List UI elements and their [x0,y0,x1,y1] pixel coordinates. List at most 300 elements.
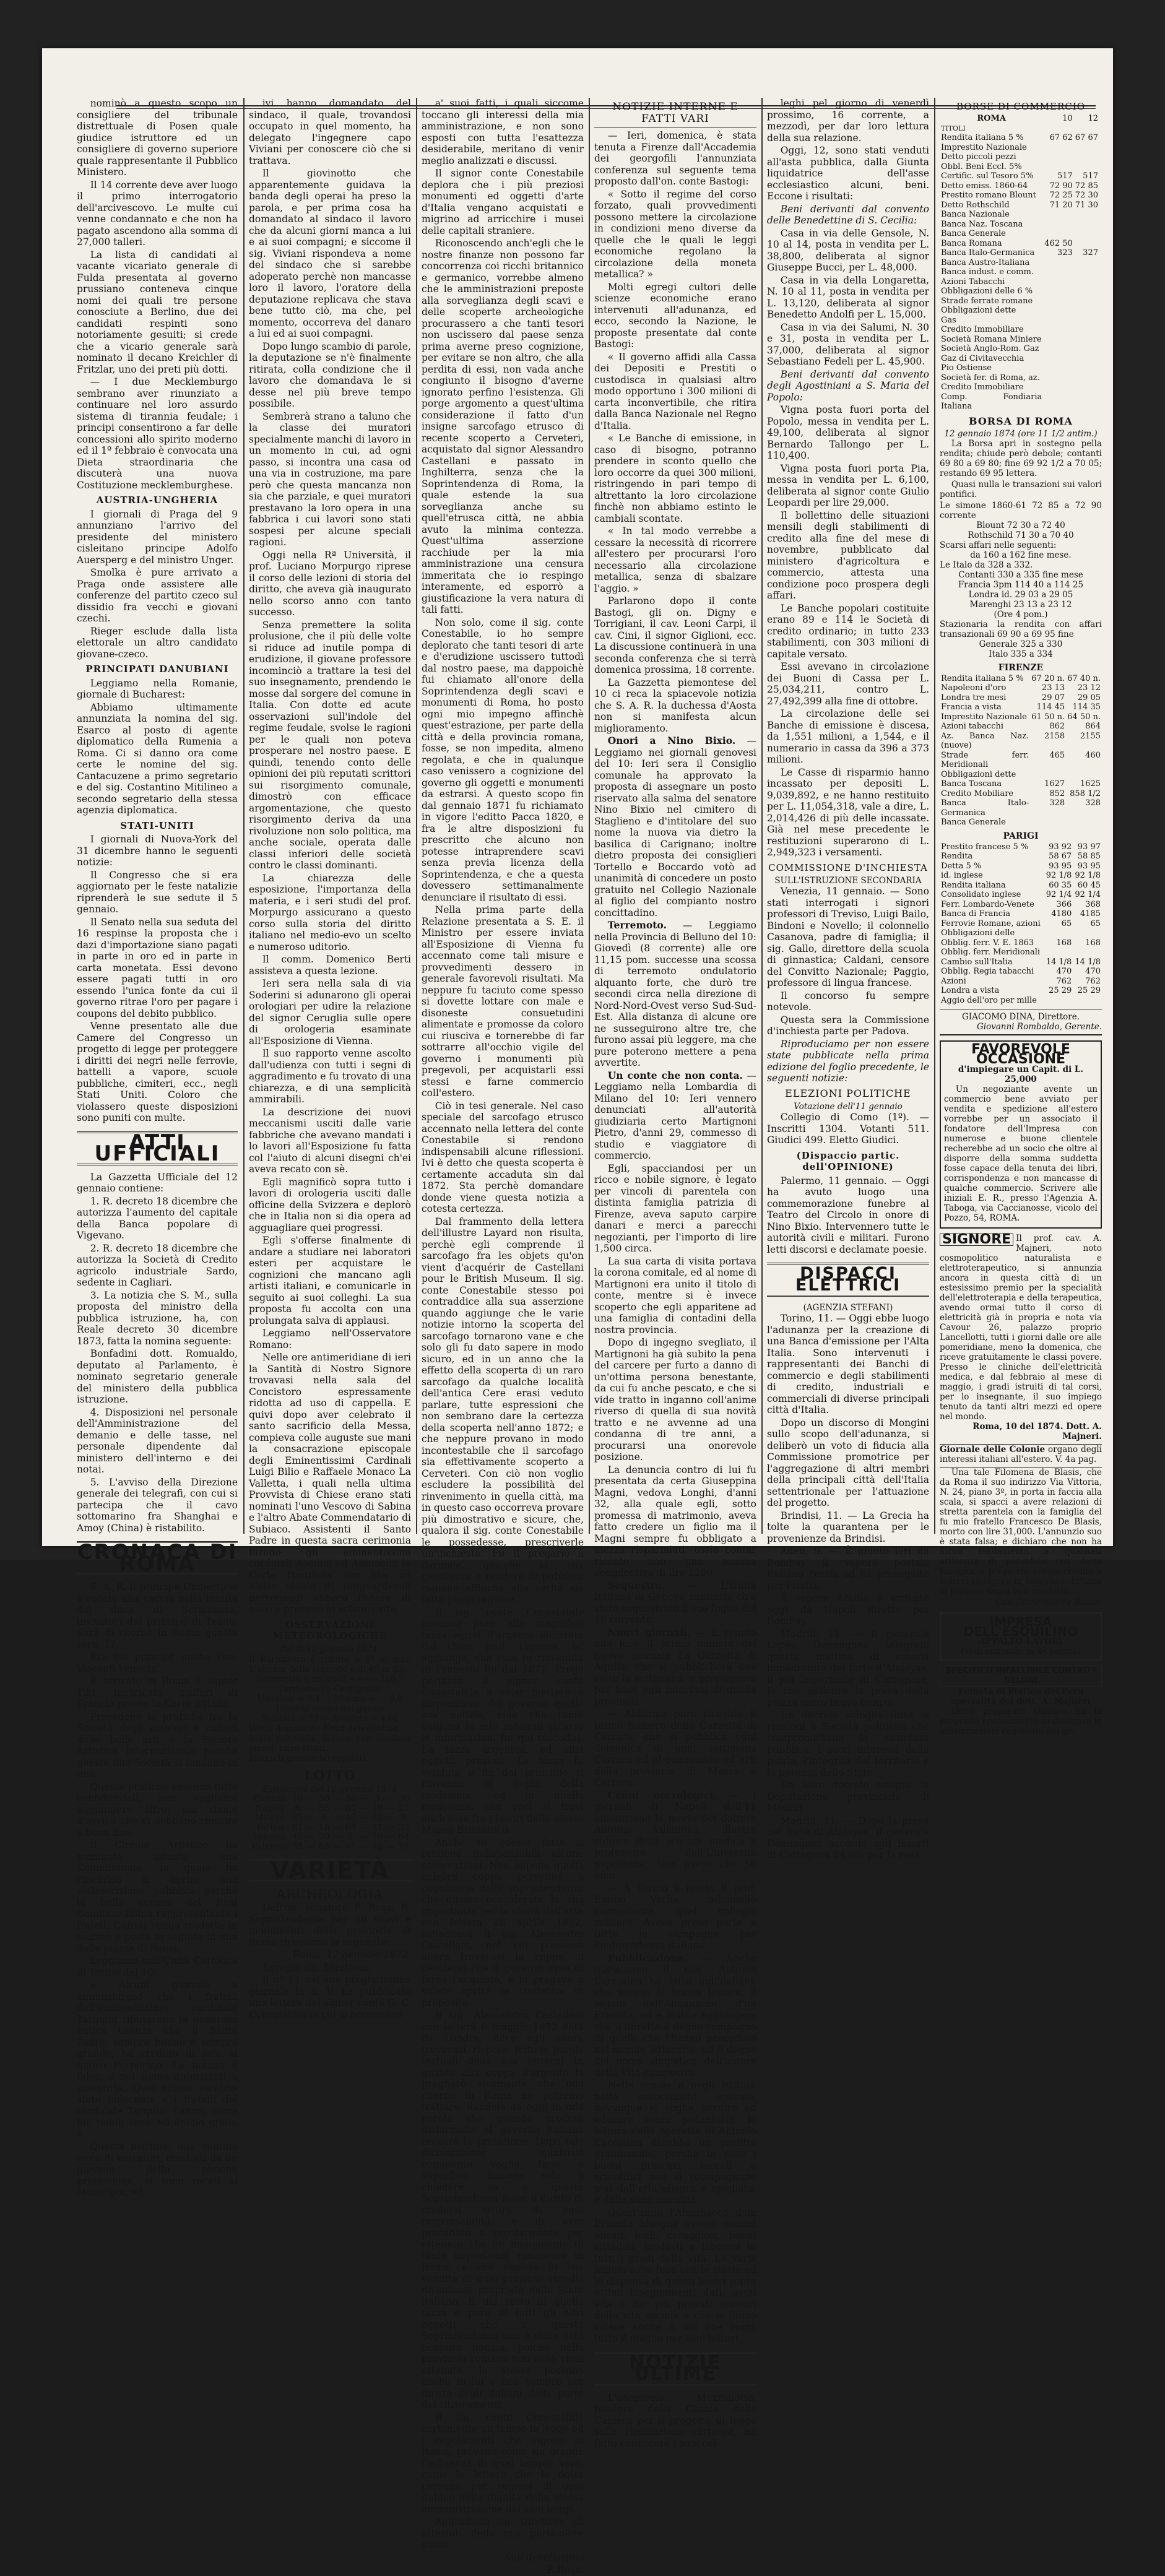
table-cell-value: — [333,1794,342,1804]
table-cell-value: 92 1/4 [1075,890,1101,899]
table-cell-label: Banca Generale [941,818,1006,827]
table-cell-value: — [386,1794,395,1804]
run-in-heading: Nuovi giornali. [607,1626,691,1638]
weather-line: Massimo = 9,4 — Minimo = — 0,0 [257,1693,403,1704]
table-row [940,900,1102,910]
table-cell-value [1044,996,1073,1006]
table-cell-label: Aggio dell'oro per mille [941,995,1037,1005]
table-row [940,191,1102,201]
table-cell-label: Londra tre mesi [941,693,1007,702]
table-cell-value: 67 67 [1075,133,1098,142]
table-cell-label: Banca Generale [941,229,1006,238]
masthead-director: GIACOMO DINA, Direttore. [940,1009,1102,1022]
ad-text: Il prof. cav. A. Majneri, noto cosmopolitico naturalista e elettroterapeutico, si annunzia ancora in questa città di un estesissimo premio per la specialità dell'elettroterapia e della terapeutica, avendo ormai tutto il corso di elettricità già in propria e nota via Cavour 26, palazzo proprio Lancellotti, tutti i giorni dalle ore alle pomeridiane, meno la domenica, che riceve gratuitamente le classi povere. Presso le cliniche dell'elettricità medica, e dal febbraio al mese di maggio, i gradi istruiti di tal corsi, per lo insegnante, il suo impiego tenuto da tanti altri mezzi ed opere nel mondo. [940,1234,1102,1422]
table-cell-value: — [386,1822,395,1833]
table-cell-value: 858 1/2 [1070,789,1101,798]
paragraph: — È venuto alla luce il primo numero del nuovo giornale La Gazzetta di Aquila, che si pubblicherà due volte la settimana, e propugnerà per base egli interessi di quella provincia. [594,1627,756,1707]
table-cell-label: Azioni Tabacchi [941,277,1005,287]
table-row [940,316,1102,326]
table-cell-label: Obblig. Regia tabacchi [941,967,1034,976]
paragraph: Il vapore Arabia è arrivato oggi da Napoli diretto per Bombay. [767,1593,929,1627]
table-cell-value: 65 [1061,918,1072,928]
table-cell-value: 29 07 [1041,693,1065,702]
table-header: ROMA [977,114,1006,123]
table-cell-label: Obblig. ferr. Meridionali [941,948,1041,957]
table-cell-label: Ferr. Lombardo-Venete [941,899,1034,909]
table-cell-value: 55 [318,1803,330,1813]
table-cell-value: 10 [292,1794,303,1804]
paragraph: Queste pratiche essendo tutte confidenziali, non vogliamo aggiungere altro; ma siamo d'avviso che vi debbano riuscire a buon fine. [77,1781,238,1838]
paragraph: Madrid, 11. — Il generale Lopez Dominguez telegrafò questa mattina di essersi impadronito del forte d'Atalayas, il più importante di Cartagena, lo che assicura la presa della piazza entro breve tempo. [767,1628,929,1708]
table-cell-value [1074,392,1099,412]
table-cell-label: Società fer. di Roma, az. [941,373,1040,383]
paragraph: Egregio sig. Direttore, [262,1961,372,1973]
table-row [940,683,1102,693]
paragraph: Nelle ore antimeridiane di ieri la Santità di Nostro Signore trovavasi nella sala del Concistoro espressamente ridotta ad uso di cappella. E quivi dopo aver celebrato il santo sacrificio della Messa, compieva colle auguste sue mani la consacrazione episcopale degli Eminentissimi Cardinali Luigi Bilio e Raffaele Monaco La Valletta, i quali nella ultima Provvista di Chiese erano stati nominati l'uno Vescovo di Sabina e l'altro Abate Commendatario di Subiaco. Assistenti il Santo Padre in questa sacra cerimonia furono gli eminentissimi cardinali Asquini ed Antonelli; la Corte Pontificia non che un eletto stuolo di ragguardevoli personaggi ebbero l'onore di essere presenti al solenne rito. [249,1352,411,1615]
table-cell-value: — [359,1813,368,1823]
table-cell-value [1044,948,1073,957]
table-row [940,363,1102,373]
table-cell-value: — [386,1813,395,1823]
table-cell-value: — [333,1822,342,1833]
table-cell-label: Francia a vista [941,702,1002,712]
run-in-heading: Onori a Nino Bixio. [607,735,736,746]
paragraph: Leggiamo nell'Osservatore Romano: [249,1328,411,1351]
market-line: Le Italo da 328 a 332. [940,560,1033,570]
table-cell-value [1074,277,1099,287]
table-cell-label: Consolidato inglese [941,890,1021,899]
table-cell-value: 38 [292,1841,303,1852]
paragraph: Il giovinotto che apparentemente guidava la banda degli operai ha preso la parola, e per prima cosa ha domandato al sindaco il lavoro che da alcuni giorni manca a lui e ai suoi compagni; e siccome il sig. Viviani rispondeva a nome del sindaco che si sarebbe adoperato perchè non mancasse loro il lavoro, l'oratore della deputazione replicava che stava bene tutto ciò, ma che, pel momento, occorreva del danaro a lui ed ai suoi compagni. [249,168,411,339]
lotto-title: LOTTO [304,1767,356,1783]
table-cell-value [1043,373,1074,383]
table-cell-label: Londra a vista [941,986,1000,995]
paragraph: Vigna posta fuori porta del Popolo, messa in vendita per L. 49,100, deliberata al signor Bernardo Tallongo per L. 110,400. [767,404,929,461]
paragraph: Questa sera la Commissione d'inchiesta parte per Padova. [767,1014,929,1037]
paragraph: — A Torino è morto il prof. Emilio Vacha, colonnello comandante quel collegio militare. Aveva preso parte a tutte le campagne per l'indipendenza italiana. [594,1882,756,1951]
table-cell-value [1043,287,1074,296]
table-cell-label: Prestito francese 5 % [941,842,1029,852]
table-cell-value: 19 [371,1803,383,1813]
ad-text: (Vedi annunzio in 4ª pagina) [961,1646,1081,1656]
paragraph: La sua carta di visita portava la corona comitale, ed al nome di Martignoni era unito il titolo di conte, mentre si è invece scoperto che egli apparitene ad una famiglia di contadini della nostra provincia. [594,1255,756,1336]
table-cell-label: Rendita italiana [941,880,1006,890]
table-row [940,181,1102,191]
table-cell-label: Banca Italo-Germanica [941,248,1035,257]
table-cell-value [1043,344,1074,354]
table-row [940,770,1102,780]
table-row [249,1813,411,1823]
paragraph: 3. La notizia che S. M., sulla proposta del ministro della pubblica istruzione, ha, con Reale decreto 30 dicembre 1873, fatta la nomina seguente: [77,1289,238,1347]
paragraph: Casa in via delle Gensole, N. 10 al 14, posta in vendita per L. 38,800, deliberata al signor Giuseppe Bucci, per L. 48,000. [767,227,929,273]
section-title-notizie-ultime: NOTIZIE ULTIME [594,2352,756,2386]
market-line: Marenghi 23 13 a 23 12 [969,599,1072,610]
table-cell-label: Società Romana Miniere [941,334,1042,344]
paragraph: Dall'on. senatore F. Rosa, R. Soprintendente per gli scavi e monumenti della provincia di Roma riceviamo la seguente: [249,1902,411,1948]
table-cell-value: 465 [1049,750,1065,760]
table-row [940,909,1102,919]
market-line: Generale 325 a 330 [979,639,1063,649]
section-title-atti-ufficiali: ATTI UFFICIALI [77,1131,238,1165]
column-2 [249,98,411,2020]
table-cell-value: — [306,1832,316,1842]
table-cell-label: Banca Romana [941,238,1002,248]
table-cell-value: — [306,1822,316,1833]
column-rule [934,98,935,1534]
paragraph: Il Circolo Artistico ha nominato intanto una Commissione, la quale ha l'incarico di aprire una sottoscrizione pubblica perchè la bella corona del Real Comitato Roma rappresentante i fratelli Cairoli venga tradotta in marmo e posta in seguito in una delle piazze di Roma. [77,1839,238,1954]
table-cell-label: Detta 5 % [941,861,982,871]
table-cell-value: 64 50 n. [1067,712,1101,722]
paragraph: Non solo, come il sig. conte Conestabile, io ho sempre deplorato che tanti tesori di arte e d'erudizione uscissero tuttodì dal nostro paese, ma dappoichè fui chiamato all'onore della Soprintendenza degli scavi e monumenti di Roma, ho posto ogni mio impegno affinchè quest'estrazione, per parte della città e della provincia romana, fosse, se non impedita, almeno regolata, e che in qualunque caso venissero a cognizione del governo gli oggetti e monumenti da estrarsi. A questo scopo fin dal gennaio 1871 fu richiamato in vigore l'editto Pacca 1820, e fra le altre disposizioni fu prescritto che alcuno non potesse intraprendere scavi senza previa licenza della Soprintendenza, e che a questa dovessero settimanalmente denunciare il risultato di essi. [422,616,584,903]
market-line: Rothschild 71 30 a 70 40 [968,530,1074,540]
paragraph: L'onorevole Mezzanotte, relatore della Giunta della Camera per il progetto di legge sulla circolazione cartacea, ha fatto convocare i suoi col- [594,2392,756,2449]
table-cell-value: 58 67 [1049,852,1072,861]
table-cell-value [1044,928,1073,938]
column-rule [761,98,763,1534]
ad-text: Detto preparato chimico ha la proprietà specialmente di dissipare le infiammazioni cagionate dai ge- [940,1706,1102,1736]
paragraph: Venne presentato alle due Camere del Congresso un progetto di legge per proteggere i diritti dei negri nelle ferrovie, battelli a vapore, scuole pubbliche, cimiteri, ecc., negli Stati Uniti. Coloro che violassero queste disposizioni sono puniti con multe. [77,1021,238,1123]
table-cell-value: 85 [292,1813,303,1823]
section-heading: BORSA DI ROMA [969,415,1073,427]
table-row [249,1794,411,1804]
ad-title: IMPRESA DELL'ESQUILINO [963,1614,1078,1639]
table-row [940,335,1102,345]
table-cell-value [1066,770,1102,780]
table-cell-value: 470 [1085,967,1101,976]
paragraph: — L'Unità Italiana di Genova annunzia ch'è stato sequestrato il suo foglio del 10 corrente. [594,1580,756,1625]
paragraph: S. A. R. il principe Umberto si è recato alla caccia nella tenuta del duca di Sermoneta, invitatovi dal principe di Teano. Sarà di ritorno in Roma questa sera, 12. [77,1581,238,1650]
section-heading: ELEZIONI POLITICHE [785,1087,911,1099]
table-cell-label: Venezia [253,1832,287,1842]
table-cell-value: 61 50 n. [1031,712,1065,722]
table-cell-label: Banca Italo-Germanica [941,798,1029,818]
ad-subtitle: APPALTO-LAVORI [979,1636,1063,1646]
paragraph: Oggi, 12, sono stati venduti all'asta pubblica, dalla Giunta liquidatrice dell'asse ecclesiastico alcuni, beni. Eccone i risultati: [767,145,929,202]
table-cell-value [1073,996,1102,1006]
paragraph: Abbiamo ultimamente annunziata la nomina del sig. Esarco al posto di agente diplomatico della Rumenia a Roma. Ci si danno ora come certe le nomine del sig. Cantacuzene a primo segretario e del sig. Costantino Mitilineo a secondo segretario della stessa agenzia diplomatica. [77,701,238,816]
section-subheading: SULL'ISTRUZIONE SECONDARIA [774,876,922,886]
table-cell-value [1066,818,1102,828]
table-cell-value: 23 13 [1041,683,1065,693]
table-cell-label: Banca Nazionale [941,210,1010,219]
table-cell-value: 3 [374,1794,380,1804]
table-row [940,948,1102,957]
paragraph: Aggradisca sig. Direttore gli attestati della mia particolare stima [422,2516,584,2550]
table-cell-label: Gaz di Civitavecchia [941,353,1024,363]
table-cell-label: Azioni tabacchi [941,722,1004,731]
section-heading: OSSERVAZIONI METEOROLOGICHE [272,1619,388,1641]
table-cell-label: Certific. sul Tesoro 5% [941,171,1034,181]
table-cell-value [1074,306,1099,316]
table-cell-value [1074,344,1099,354]
market-line: Stazionaria la rendita con affari transazionali 69 90 a 69 95 fine [940,619,1102,639]
paragraph: ivi hanno domandato del sindaco, il quale, trovandosi occupato in quel momento, ha delegato l'ingegnere capo Viviani per conoscere ciò che si trattava. [249,98,411,166]
table-row [940,938,1102,948]
table-row [249,1843,411,1852]
table-cell-value [1074,143,1099,153]
paragraph: Egli magnificò sopra tutto i lavori di orologeria usciti dalle officine della Svizzera e deplorò che in Italia non si dia opera ad agguagliare quei progressi. [249,1176,411,1234]
table-cell-value: 5 [348,1832,353,1842]
advertisement [940,1040,1102,1229]
table-cell-label: Banca Toscana [941,779,1002,789]
paragraph: Il Senato nella sua seduta del 16 respinse la proposta che i dazi d'importazione siano pagati in parte in oro ed in parte in carta monetata. Essi devono essere pagati tutti in oro essendo l'unica fonte da cui il governo ritrae l'oro per pagare i coupons del debito pubblico. [77,916,238,1019]
column-rule [416,98,417,1534]
table-cell-value: 168 [1085,938,1101,948]
paragraph: Un altro decreto scioglie la Deputazione provinciale di Madrid. [767,1779,929,1813]
table-row [940,229,1102,239]
column-1 [77,98,238,2198]
table-cell-value: 327 [1083,248,1098,257]
paragraph: La Borsa apri in sostegno pella rendita; chiude però debole; contanti 69 80 a 69 80; fine 69 92 1/2 a 70 05; restando 69 95 lettera. [940,438,1102,478]
lotto-table [249,1794,411,1852]
table-cell-value: 168 [1056,938,1072,948]
table-cell-value: 72 30 [1075,191,1098,200]
table-cell-value: 14 1/8 [1046,957,1072,967]
table-cell-label: Rendita italiana 5 % [941,673,1024,683]
weather-line: Magneti pressochè regolari. [249,1753,369,1763]
section-heading: PRINCIPATI DANUBIANI [85,663,229,675]
table-cell-value [1073,948,1102,957]
table-row [940,325,1102,335]
run-in-heading: Pubblicazione. [607,1951,687,1964]
market-line: Le simone 1860-61 72 85 a 72 90 corrente [940,500,1102,521]
table-cell-value [1043,220,1074,230]
paragraph: La lista di candidati al vacante vicariato generale di Fulda presentata al governo prussiano conteneva cinque nomi dei quali tre persone conosciute a Berlino, due dei candidati respinti sono notoriamente gesuiti; si crede che a vicario generale sarà nominato il decano Kreichler di Fritzlar, uno dei preti più dotti. [77,249,238,375]
paragraph: Collegio di Como (1º). — Inscritti 1304. Votanti 511. Giudici 499. Eletto Giudici. [767,1112,929,1146]
table-cell-value: 76 [371,1832,383,1842]
weather-line: Il Barometro è ridotto a 0º al mar. L'altezza della stazione è di 49,m 65: [249,1654,411,1674]
table-cell-label: Banca Naz. Toscana [941,219,1023,229]
table-header: TITOLI [941,124,966,132]
table-cell-value [1043,152,1074,162]
signature: Suo devotissimo [504,2551,584,2563]
paragraph: — I giornali di Napoli dell'11 annunziano la morte del dottore Antonio Villanova, illustre cultore della scienza medica e professore dell'Università napolitana. Non aveva che 56 anni. [594,1789,756,1881]
table-cell-value: — [359,1841,368,1852]
table-row [940,818,1102,828]
section-heading: FIRENZE [998,662,1044,673]
table-cell-value: 31 [371,1822,383,1833]
table-cell-value: 93 95 [1049,861,1072,871]
table-cell-value [1074,220,1099,230]
paragraph: « Sotto il regime del corso forzato, quali provvedimenti possono mettere la circolazione in condizioni meno diverse da quelle che le quali le leggi economiche regolano la circolazione della moneta metallica? » [594,188,756,280]
table-cell-value: 2155 [1080,731,1101,741]
paragraph: — I due Mecklemburgo sembrano aver rinunziato a continuare nel loro assurdo sistema di tirannia feudale; i principi consentirono a far delle concessioni allo spirito moderno ed il 1º febbraio è convocata una Dieta straordinaria che discuterà una nuova Costituzione mecklemburghese. [77,376,238,491]
table-cell-value: — [333,1841,342,1852]
paragraph: Nella prima parte della Relazione presentata a S. E. il Ministro per essere inviata all'Esposizione di Vienna fu accennato come tali misure e provvedimenti dessero in generale favorevoli risultati. Ma neppure fu taciuto come spesso si dovette lottare con male e disoneste consuetudini alimentate e promosse da coloro cui riusciva e tornerebbe di far sottrarre all'occhio vigile del governo i monumenti più pregevoli, per acquistarli essi stessi e farne commercio coll'estero. [422,904,584,1099]
table-cell-value: 460 [1085,750,1101,760]
table-cell-value: 114 35 [1072,702,1101,712]
table-header: 12 [1088,114,1098,123]
table-row [940,220,1102,230]
paragraph: Senza premettere la solita prolusione, che il più delle volte si riduce ad inutile pompa di erudizione, il giovane professore incominciò a trattare la tesi del suo insegnamento, prendendo le mosse dal sorgere del comune in Italia. Con dotte ed acute osservazioni sull'indole del regime feudale, svolse le ragioni per le quali non poteva prosperare nel nostro paese. E quindi, tenendo conto delle opinioni dei più reputati scrittori sui risorgimento comunale, dimostrò con efficace argomentazione, che questo risorgimento deriva da una rivoluzione non solo politica, ma anche sociale, operata dalle classi inferiori delle società contro le classi dominanti. [249,619,411,871]
table-cell-value [1074,316,1099,326]
table-cell-label: Azioni [941,976,966,986]
table-cell-value: 1625 [1080,779,1101,789]
table-cell-value: 92 1/8 [1075,871,1101,880]
ad-title: Giornale delle Colonie [940,1445,1046,1454]
table-cell-value: 67 40 n. [1067,673,1101,683]
table-cell-value: 93 92 [1049,842,1072,852]
table-cell-value: 58 85 [1077,852,1101,861]
table-row [940,693,1102,703]
table-cell-value: 8 [401,1813,407,1823]
table-row [940,210,1102,220]
table-cell-value: 40 [345,1813,357,1823]
section-heading: AUSTRIA-UNGHERIA [96,495,219,506]
paragraph: Il comm. Domenico Berti assisteva a questa lezione. [249,954,411,977]
paragraph: Egli, spacciandosi per un ricco e nobile signore, è legato per vincoli di parentela con distinta famiglia patrizia di Firenze, aveva saputo carpire danari e merci a parecchi negozianti, per l'importo di lire 1,500 circa. [594,1162,756,1254]
table-cell-value: 22 [371,1813,383,1823]
table-cell-label: id. inglese [941,871,983,880]
table-cell-value: — [333,1813,342,1823]
weather-line: Termometro Centigrado [279,1683,381,1694]
newspaper-page [42,48,1113,2575]
table-cell-value: 25 29 [1077,986,1101,995]
table-row [940,171,1102,181]
table-cell-value: 23 [398,1822,410,1833]
table-cell-value: — [359,1794,368,1804]
table-cell-value: 762 [1085,976,1101,986]
table-cell-label: Credito Immobiliare [941,383,1024,392]
table-cell-value: 42 [371,1841,383,1852]
run-in-heading: Cenni necrologici. [607,1789,717,1801]
section-heading: (Dispaccio partic. dell'OPINIONE) [796,1149,900,1172]
ad-text: Una tale Filomena de Blasis, che da Roma il suo indirizzo Via Vittoria, N. 24, piano 3º, in porta in faccia alla scala, si spacci a avere relazioni di stretta parentela con la famiglia del fu mio fratello Francesco De Blasis, morto con lire 31,000. L'annunzio suo è stata falsa; e dichiaro che non ha alcun fondamento a qualsiasi attinenza di parentela con detta famiglia, e prego chi avesse credito a volersi rivolgere in tale caso. Intanto la persona sapra ben condotta. [940,1467,1102,1596]
table-cell-value: — [386,1832,395,1842]
table-cell-value: — [359,1832,368,1842]
table-cell-value: 864 [1085,722,1101,731]
table-cell-value [1043,316,1074,326]
table-cell-value [1043,277,1074,287]
paragraph: « Alcuni giornali a annunziarono che i fratelli dell'eminentissimo cardinale Tarquini rifiutarono la generosa antica usanza che il Santo Padre, sempre buono e sempre grande, ha creduto di fare al nuovo Porporato. La notizia è falsa, e noi siamo autorizzati a smentirla. Quel rifiuto sarebbe stato indecente e i fratelli del cardinale Tarquini hanno, come lui, nobili sensi ed animo grato. » [77,1979,238,2140]
table-row [940,881,1102,891]
table-cell-label: Torino [255,1822,284,1833]
table-row [249,1804,411,1814]
table-row [940,977,1102,987]
table-row [940,732,1102,751]
table-cell-value: 72 90 [1049,181,1073,191]
table-cell-label: Gas [941,315,956,325]
table-row [940,702,1102,712]
borse-roma-table [940,114,1102,412]
paragraph: Dopo di ingegno svegliato, il Martignoni ha già subito la pena del carcere per furto a danno di un'ottima persona benestante, da cui fu anche pescato, e che si vide tratto in inganno coll'anime riverso di quella di sua novità tratto e ne avvenne ad una condanna di tre anni, a procurarsi una onorevole posizione. [594,1337,756,1463]
table-cell-value: — [333,1832,342,1842]
paragraph: nominò a questo scopo un consigliere del tribunale distrettuale di Posen quale giudice istruttore ed un consigliere di governo superiore quale rappresentante il Pubblico Ministero. [77,98,238,178]
paragraph: Il sig. conte Conestabile accenna pure alla magnifica tazza egizia d'argento illustrata dal chiar. prof. Lignana, ed aggiunge, che essa fu rinvenuta in Preneste fin dal 1871. Prego pertanto il signor conte Conestabile a voler mettere a disposizione del governo quelle sue notizie, cioè che tanto valgono le mie indagini (scarse le informazioni fin qui raccolte). La tazza argentea, ed altri oggetti preziosi. La tazza fu venduta e fin dal principio si rinvenne la copia della medesima, ed in quella medesima, che veci si trovi anch'essa fra i tesori dello stesso Museo Britannico. [422,1606,584,1835]
table-row [940,287,1102,296]
table-cell-value: 762 [1056,976,1072,986]
table-cell-value: — [306,1841,316,1852]
table-cell-value: 41 [345,1841,357,1852]
table-cell-value [1074,287,1099,296]
table-row [940,277,1102,287]
paragraph: Casa in via della Longaretta, N. 10 al 11, posta in vendita per L. 13,120, deliberata al signor Benedetto Andolfi per L. 15,000. [767,274,929,320]
lotto-date: Estrazione del 10 gennaio 1874 [262,1784,397,1794]
table-cell-value: 29 05 [1077,693,1101,702]
table-cell-label: Obbl. Beni Eccl. 5% [941,162,1022,171]
section-heading: BORSE DI COMMERCIO [956,101,1086,112]
table-cell-value: 71 20 [1049,200,1073,210]
paragraph: Oggi nella Rª Università, il prof. Luciano Morpurgo riprese il corso delle lezioni di storia del diritto, che aveva già inaugurato nello scorso anno con tanto successo. [249,549,411,618]
weather-line: Umidità media del giorno [275,1703,384,1714]
paragraph: Egli s'offerse finalmente di andare a studiare nei laboratori esteri per acquistare le cognizioni che mancano agli artisti italiani, e comunicarle in seguito ai suoi colleghi. La sua proposta fu accolta con una prolungata salva di applausi. [249,1235,411,1326]
table-cell-value [1074,325,1099,335]
paragraph: Quasi nulla le transazioni sui valori pontifici. [940,479,1102,499]
table-cell-label: Banca di Francia [941,909,1010,918]
table-cell-value [1043,267,1074,277]
table-cell-value: 27 [398,1803,410,1813]
table-cell-value: 323 [1057,248,1073,257]
market-line: Scarsi affari nelle seguenti: [940,540,1057,550]
paragraph: Essi avevano in circolazione dei Buoni di Cassa per L. 25,034,211, contro L. 27,492,399 alla fine di ottobre. [767,661,929,707]
table-row [940,248,1102,258]
letter-date: Roma, 12 gennaio 1873. [292,1949,411,1960]
table-row [940,862,1102,871]
ad-text: Un negoziante avente un commercio bene avviato per vendita e spedizione all'estero vorrebbe per un associato il fondatore dell'Impresa con numerose e buone clientele recherebbe ad un socio che oltre al disporre della somma suddetta fosse capace della tenuta dei libri, corrispondenza e non mancasse di qualche commercio. Scrivere alle iniziali E. R., presso l'Agenzia A. Taboga, via Caccianosse, vicolo del Pozzo, 54, ROMA. [944,1084,1098,1223]
table-cell-value: — [306,1813,316,1823]
table-cell-label: Credito Mobiliare [941,789,1014,798]
advertisement [940,1666,1102,1736]
table-cell-value: 852 [1049,789,1065,798]
paragraph: Un decreto scioglie tutte le riunioni e Società politiche che compromettano la sicurezza pubblica, i sacri interessi della patria, l'integrità del territorio e la potenza dello Stato. [767,1709,929,1778]
paragraph: Bonfadini dott. Romualdo, deputato al Parlamento, è nominato segretario generale del ministero della pubblica istruzione. [77,1348,238,1405]
table-cell-label: Detto Rothschild [941,200,1010,210]
paragraph: Le Casse di risparmio hanno incassato per depositi L. 9,039,892, e ne hanno restituito per L. 11,054,318, vale a dire, L. 2,014,426 di più delle incassate. Già nel mese precedente le restituzioni superarono di L. 2,949,323 i versamenti. [767,766,929,858]
table-row [940,143,1102,153]
table-cell-value [1043,306,1074,316]
section-heading: PARIGI [1003,831,1039,841]
table-cell-value [1030,818,1066,828]
table-row [940,373,1102,383]
table-cell-value: 43 [292,1832,303,1842]
paragraph: La denuncia contro di lui fu presentata da certa Giuseppina Magni, vedova Longhi, d'anni 32, alla quale egli, sotto promessa di matrimonio, aveva fatto credere un figlio ma il Magni sempre fu obbligato a mezza risparmiati, ossia contar riconto non una somma complessiva di lire 1200. [594,1464,756,1578]
table-cell-value [1043,296,1074,306]
advertisement [940,1612,1102,1661]
table-cell-value: 60 35 [1049,880,1072,890]
table-cell-label: Napoli [255,1803,284,1813]
market-line: Contanti 330 a 335 fine mese [958,569,1083,580]
table-cell-value: 517 [1057,171,1073,181]
table-row [940,258,1102,268]
paragraph: Madrid, 11. — Dopo la presa del forte di Atalayas, il generale Dominguez accordò agli insorti di Cartagena 24 ore per la resa. [767,1815,929,1861]
market-line: Italo 335 a 334 [989,649,1053,659]
ad-signature: Roma, 10 del 1874. Dott. A. Majneri. [972,1422,1102,1441]
table-row [940,712,1102,722]
table-cell-value: 67 20 n. [1031,673,1065,683]
paragraph: Leggiamo nell'Unità Cattolica di Torino del 10: [77,1955,238,1978]
table-cell-value [1043,143,1074,153]
section-title-dispacci: DISPACCI ELETTRICI [767,1263,929,1297]
advertisement [940,1234,1102,1441]
paragraph: La Gazzetta piemontese del 10 ci reca la spiacevole notizia che S. A. R. la duchessa d'Aosta non si manifesta alcun miglioramento. [594,676,756,734]
table-cell-label: Napoleoni d'oro [941,683,1007,693]
table-cell-value: 50 [318,1794,330,1804]
table-cell-label: Obbligazioni dette [941,306,1016,315]
table-row [940,383,1102,392]
paragraph: Dopo lungo scambio di parole, la deputazione se n'è finalmente ritirata, colla condizione che il lavoro che domandava le si desse nel più breve tempo possibile. [249,340,411,409]
paragraph: — Leggiamo nella Provincia di Belluno del 10: Giovedì (8 corrente) alle ore 11,15 pom. successe una scossa di terremoto ondulatorio alquanto forte, che durò tre secondi circa nella direzione di Nord-Nord-Ovest verso Sud-Sud-Est. Alla distanza di alcune ore ne susseguirono altre tre, che furono assai più leggere, ma che pure poterono mettere a pena avvertite. [594,920,756,1068]
table-row [940,996,1102,1006]
ad-title: SPECIFICO INFALLIBILE CONTRO I GELONI [940,1666,1102,1687]
table-cell-value: 114 45 [1036,702,1065,712]
paragraph: leghi pel giorno di venerdì prossimo, 16 corrente, a mezzodì, per dar loro lettura della sua relazione. [767,98,929,144]
table-row [940,751,1102,770]
table-cell-label: Cambio sull'Italia [941,957,1013,967]
table-row [940,852,1102,862]
table-cell-value [1073,928,1102,938]
table-cell-value [1043,363,1074,373]
table-row [940,967,1102,977]
